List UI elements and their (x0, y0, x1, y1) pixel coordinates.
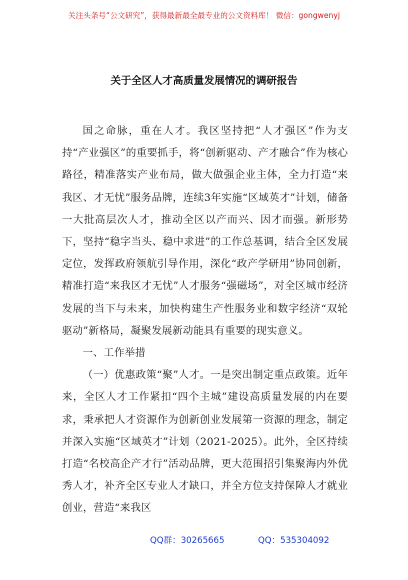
qq-contact-label: QQ：535304092 (258, 536, 330, 546)
promo-banner: 关注头条号“公文研究”，获得最新最全最专业的公文资料库！ 微信：gongwenyj (68, 11, 340, 20)
section-heading: 一、工作举措 (82, 347, 146, 360)
document-title: 关于全区人才高质量发展情况的调研报告 (110, 75, 298, 87)
document-body (62, 120, 348, 520)
body-paragraph: （一）优惠政策“聚”人才。一是突出制定重点政策。近年来，全区人才工作紧扣“四个主城”建设高质量发展的内在要求，秉承把人才资源作为创新创业发展第一资源的理念，制定并深入实施“区域英才”计划（2021-2025）。此外，全区持续打造“名校高企产才行”活动品牌，更大范围招引集聚海内外优秀人才，补齐全区专业人才缺口，并全方位支持保障人才就业创业，营造“来我区 (62, 369, 348, 515)
qq-group-label: QQ群：30265665 (150, 536, 225, 546)
footer-contact-bar (0, 530, 408, 552)
body-paragraph: 国之命脉，重在人才。我区坚持把“人才强区”作为支持“产业强区”的重要抓手，将“创新驱动、产才融合”作为核心路径，精准落实产业布局，做大做强企业主体，全力打造“来我区、才无忧”服务品牌，连续3年实施“区域英才”计划，储备一大批高层次人才，推动全区以产而兴、因才而强。新形势下，坚持“稳字当头、稳中求进”的工作总基调，结合全区发展定位，发挥政府领航引导作用，深化“政产学研用”协同创新，精准打造“来我区才无忧”人才服务“强磁场”，对全区城市经济发展的当下与未来，加快构建生产性服务业和数字经济“双轮驱动”新格局，凝聚发展新动能具有重要的现实意义。 (62, 125, 348, 337)
